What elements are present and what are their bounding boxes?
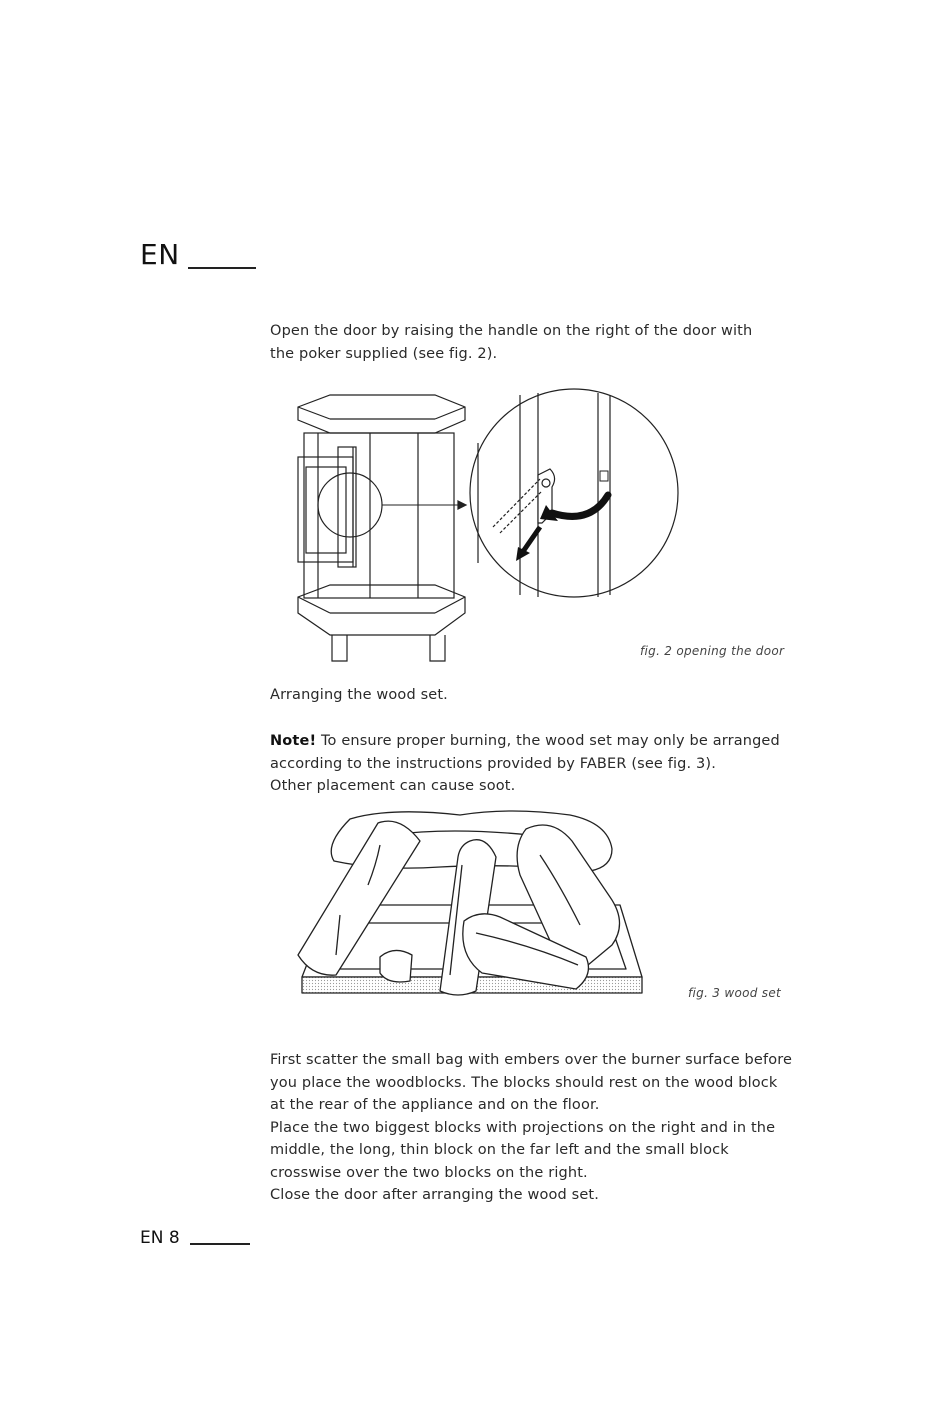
instruction-line: at the rear of the appliance and on the floor. (270, 1097, 600, 1113)
figure-3-illustration (290, 805, 650, 1005)
note-line-2: according to the instructions provided by FABER (see fig. 3). (270, 755, 716, 772)
page-number: EN 8 (140, 1228, 180, 1248)
arranging-heading: Arranging the wood set. (270, 687, 448, 703)
stove-body (304, 433, 454, 598)
instruction-line: middle, the long, thin block on the far left and the small block (270, 1142, 729, 1158)
figure-2-illustration (290, 385, 690, 665)
figure-3-caption: fig. 3 wood set (688, 986, 782, 1000)
stove-top-cap (298, 395, 465, 433)
intro-paragraph (270, 320, 752, 365)
focus-circle (318, 473, 382, 537)
instruction-line: crosswise over the two blocks on the right. (270, 1164, 588, 1181)
instructions-paragraph (270, 1049, 792, 1207)
figure-2-caption: fig. 2 opening the door (640, 644, 785, 658)
instruction-line: Place the two biggest blocks with projections on the right and in the (270, 1119, 776, 1136)
note-line-1: Note! To ensure proper burning, the wood set may only be arranged (270, 733, 780, 749)
instruction-line: First scatter the small bag with embers over the burner surface before (270, 1052, 793, 1068)
footer-rule (190, 1243, 250, 1245)
note-line-3: Other placement can cause soot. (270, 778, 516, 794)
instruction-line: you place the woodblocks. The blocks should rest on the wood block (270, 1074, 778, 1091)
note-label: Note! (270, 733, 317, 749)
rotate-arrow-icon (552, 495, 608, 516)
intro-line-2: the poker supplied (see fig. 2). (270, 345, 498, 362)
note-paragraph (270, 730, 780, 798)
intro-line-1: Open the door by raising the handle on the right of the door with (270, 323, 753, 339)
header-rule (188, 267, 256, 269)
language-header: EN (140, 238, 180, 271)
instruction-line: Close the door after arranging the wood set. (270, 1187, 599, 1203)
magnified-circle (470, 389, 678, 597)
